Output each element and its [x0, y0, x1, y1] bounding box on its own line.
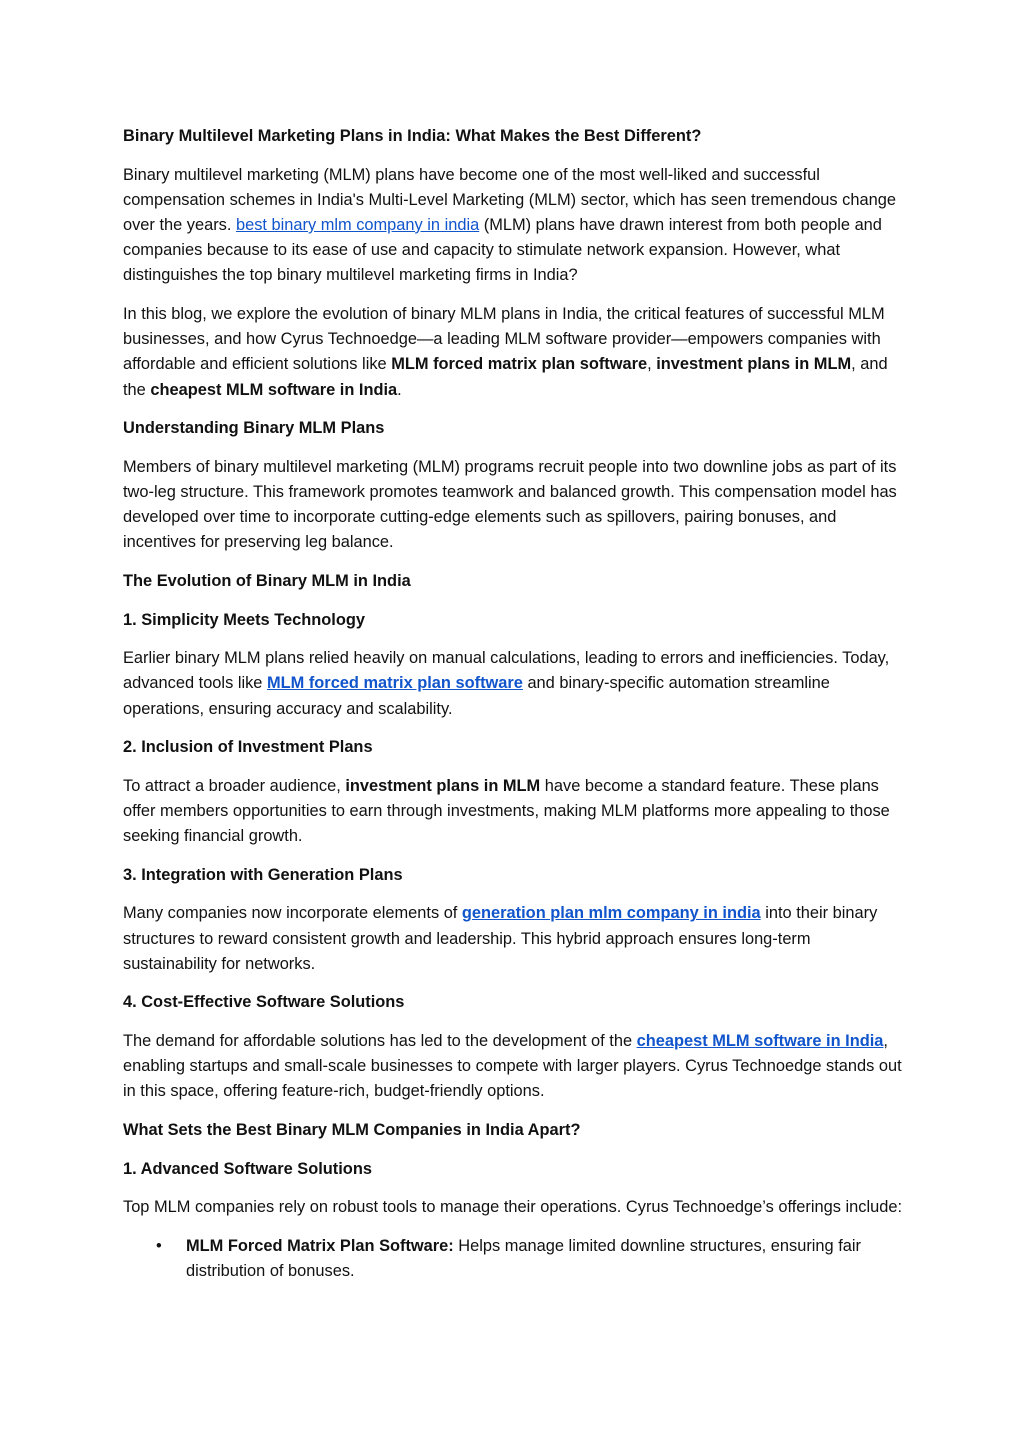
investment-paragraph [123, 774, 903, 850]
simplicity-text-1: Earlier binary MLM plans relied heavily on manual calculations, leading to errors and inefficiencies. Today, advanced tools like [123, 649, 890, 693]
intro-text-1: Binary multilevel marketing (MLM) plans have become one of the most well-liked and successful compensation schemes in India's Multi-Level Marketing (MLM) sector, which has seen tremendous change over the years. [123, 165, 896, 234]
simplicity-heading: 1. Simplicity Meets Technology [123, 610, 365, 629]
document-title: Binary Multilevel Marketing Plans in India: What Makes the Best Different? [123, 127, 702, 145]
investment-heading: 2. Inclusion of Investment Plans [123, 738, 373, 757]
cheapest-software-link[interactable]: cheapest MLM software in India [636, 1031, 884, 1050]
blog-bold-forced-matrix: MLM forced matrix plan software [391, 355, 648, 374]
investment-text-1: To attract a broader audience, [123, 776, 346, 795]
blog-text-2: , [647, 355, 657, 374]
forced-matrix-link[interactable]: MLM forced matrix plan software [266, 674, 523, 693]
cost-effective-heading: 4. Cost-Effective Software Solutions [123, 993, 405, 1012]
understanding-heading: Understanding Binary MLM Plans [123, 419, 385, 438]
blog-text-4: . [397, 380, 402, 399]
intro-text-2: (MLM) plans have drawn interest from both people and companies because to its ease of use and capacity to stimulate network expansion. However, what distinguishes the top binary multilevel marketing firms in India? [123, 216, 882, 285]
blog-paragraph [123, 302, 903, 403]
blog-text-1: In this blog, we explore the evolution of binary MLM plans in India, the critical features of successful MLM businesses, and how Cyrus Technoedge—a leading MLM software provider—empowers companies with affordable and efficient solutions like [123, 305, 885, 374]
advanced-software-paragraph: Top MLM companies rely on robust tools to manage their operations. Cyrus Technoedge’s offerings include: [123, 1198, 902, 1217]
blog-text-3: , and the [123, 355, 888, 399]
investment-bold: investment plans in MLM [345, 776, 541, 795]
advanced-software-heading: 1. Advanced Software Solutions [123, 1159, 372, 1178]
blog-bold-cheapest-software: cheapest MLM software in India [150, 380, 398, 399]
cost-effective-paragraph [123, 1029, 903, 1105]
simplicity-paragraph [123, 646, 903, 722]
generation-text-1: Many companies now incorporate elements of [123, 904, 462, 923]
evolution-heading: The Evolution of Binary MLM in India [123, 572, 411, 590]
offerings-list [123, 1234, 903, 1284]
investment-text-2: have become a standard feature. These plans offer members opportunities to earn through investments, making MLM platforms more appealing to those seeking financial growth. [123, 776, 890, 846]
intro-paragraph [123, 163, 903, 289]
generation-paragraph [123, 901, 903, 977]
generation-heading: 3. Integration with Generation Plans [123, 865, 403, 884]
cost-effective-text-2: , enabling startups and small-scale businesses to compete with larger players. Cyrus Technoedge stands out in this space, offering feature-rich, budget-friendly options. [123, 1031, 902, 1101]
document-page [123, 124, 903, 1284]
best-binary-mlm-link[interactable]: best binary mlm company in india [235, 216, 480, 234]
simplicity-text-2: and binary-specific automation streamline operations, ensuring accuracy and scalability. [123, 674, 830, 718]
blog-bold-investment-plans: investment plans in MLM [656, 355, 852, 374]
cost-effective-text-1: The demand for affordable solutions has led to the development of the [123, 1031, 637, 1050]
generation-plan-link[interactable]: generation plan mlm company in india [461, 904, 761, 923]
apart-heading: What Sets the Best Binary MLM Companies in India Apart? [123, 1120, 581, 1139]
understanding-paragraph: Members of binary multilevel marketing (MLM) programs recruit people into two downline jobs as part of its two-leg structure. This framework promotes teamwork and balanced growth. This compensation model has developed over time to incorporate cutting-edge elements such as spillovers, pairing bonuses, and incentives for preserving leg balance. [123, 457, 897, 552]
list-item-title: MLM Forced Matrix Plan Software: [186, 1236, 454, 1255]
list-item [123, 1234, 903, 1284]
bullet-icon: • [156, 1236, 162, 1255]
generation-text-2: into their binary structures to reward consistent growth and leadership. This hybrid approach ensures long-term sustainability for networks. [123, 904, 878, 973]
list-item-text: Helps manage limited downline structures, ensuring fair distribution of bonuses. [186, 1236, 861, 1280]
